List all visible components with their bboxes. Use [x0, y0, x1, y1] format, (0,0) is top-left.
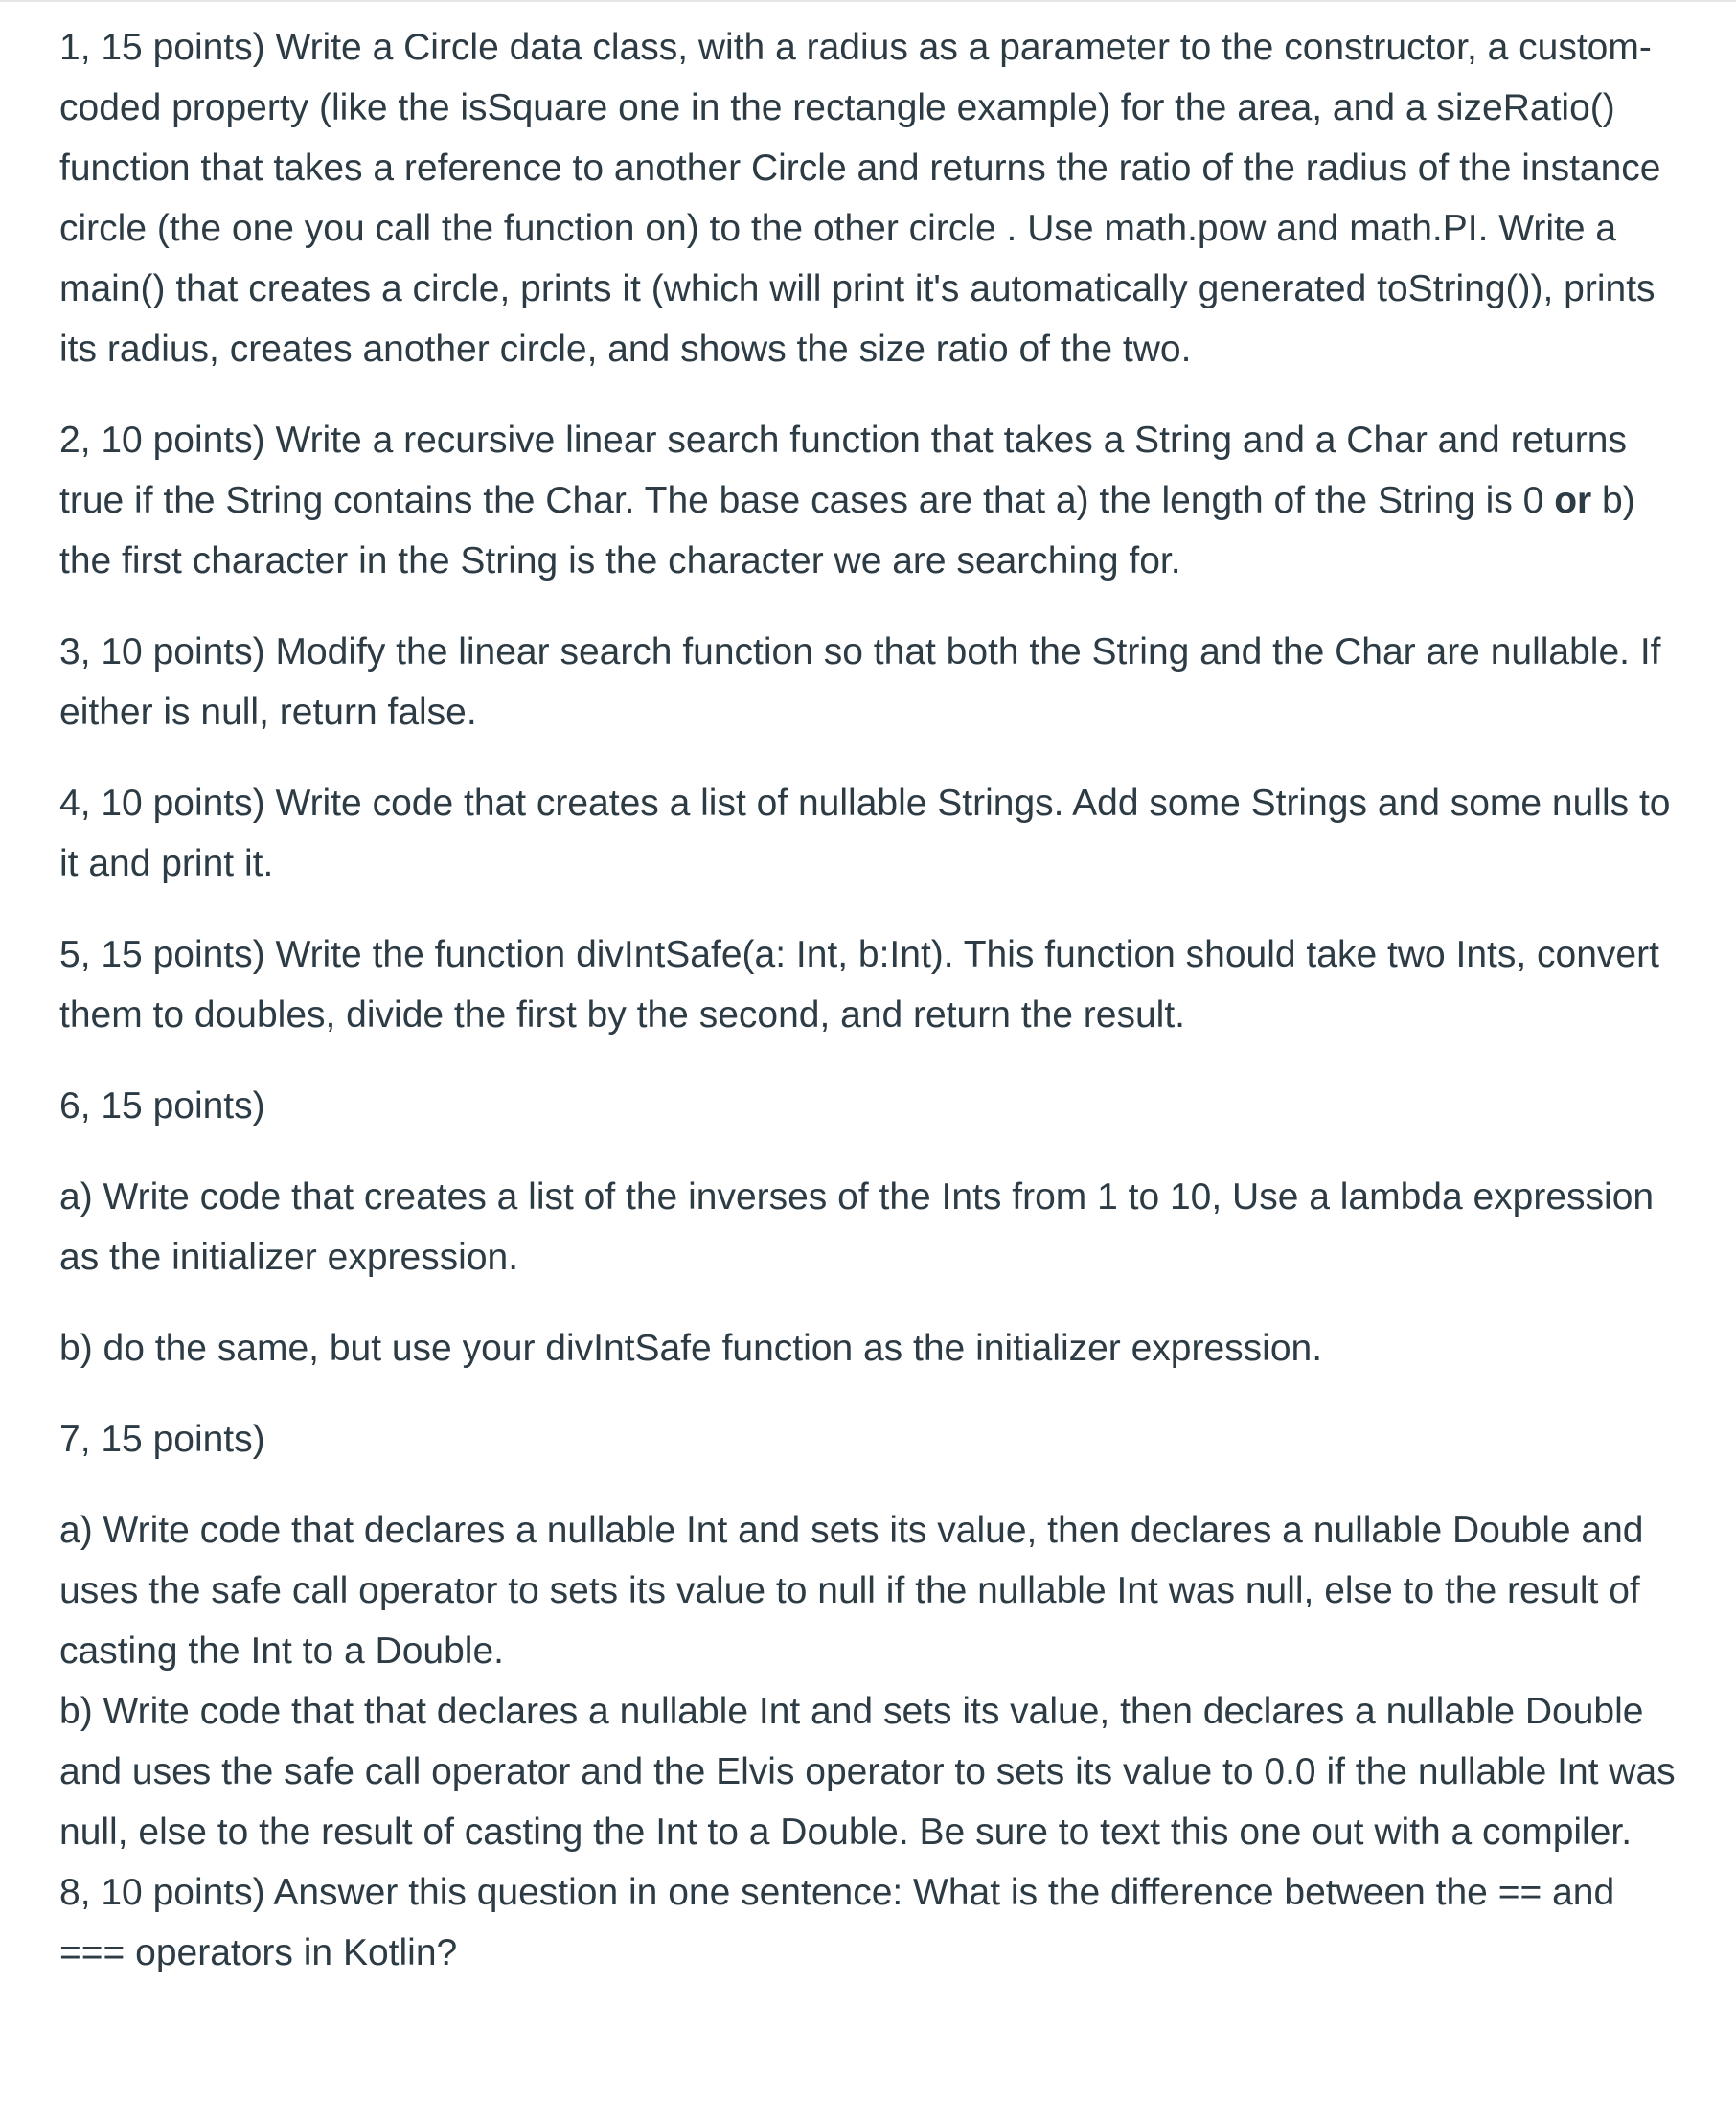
question-4: 4, 10 points) Write code that creates a list of nullable Strings. Add some Strings and some nulls to it and print it. — [59, 783, 1671, 884]
question-7-part-b: b) Write code that that declares a nullable Int and sets its value, then declares a nullable Double and uses the safe call operator and the Elvis operator to sets its value to 0.0 if the nullable Int was null, else to the result of casting the Int to a Double. Be sure to text this one out with a compiler. — [59, 1691, 1676, 1853]
top-divider — [0, 0, 1736, 2]
question-7-part-a: a) Write code that declares a nullable Int and sets its value, then declares a nullable Double and uses the safe call operator to sets its value to null if the nullable Int was null, else to the result of casting the Int to a Double. — [59, 1510, 1644, 1672]
question-6-heading: 6, 15 points) — [59, 1085, 265, 1127]
question-2-bold-or: or — [1554, 480, 1592, 521]
question-5: 5, 15 points) Write the function divIntSafe(a: Int, b:Int). This function should take two Ints, convert them to doubles, divide the first by the second, and return the result. — [59, 934, 1659, 1036]
question-6-part-b: b) do the same, but use your divIntSafe function as the initializer expression. — [59, 1328, 1323, 1369]
question-7-heading: 7, 15 points) — [59, 1419, 265, 1460]
question-6-part-a: a) Write code that creates a list of the inverses of the Ints from 1 to 10, Use a lambda expression as the initializer expression. — [59, 1176, 1655, 1278]
assignment-document — [59, 17, 1688, 1983]
question-1: 1, 15 points) Write a Circle data class, with a radius as a parameter to the constructor, a custom-coded property (like the isSquare one in the rectangle example) for the area, and a sizeRatio() function that takes a reference to another Circle and returns the ratio of the radius of the instance circle (the one you call the function on) to the other circle . Use math.pow and math.PI. Write a main() that creates a circle, prints it (which will print it's automatically generated toString()), prints its radius, creates another circle, and shows the size ratio of the two. — [59, 27, 1661, 370]
question-8: 8, 10 points) Answer this question in one sentence: What is the difference between the == and === operators in Kotlin? — [59, 1872, 1615, 1973]
question-2-text-before: 2, 10 points) Write a recursive linear search function that takes a String and a Char and returns true if the String contains the Char. The base cases are that a) the length of the String is 0 — [59, 420, 1627, 521]
question-3: 3, 10 points) Modify the linear search function so that both the String and the Char are nullable. If either is null, return false. — [59, 631, 1661, 733]
question-2-text-after: b) the first character in the String is the character we are searching for. — [59, 480, 1635, 581]
question-2 — [59, 410, 1688, 591]
